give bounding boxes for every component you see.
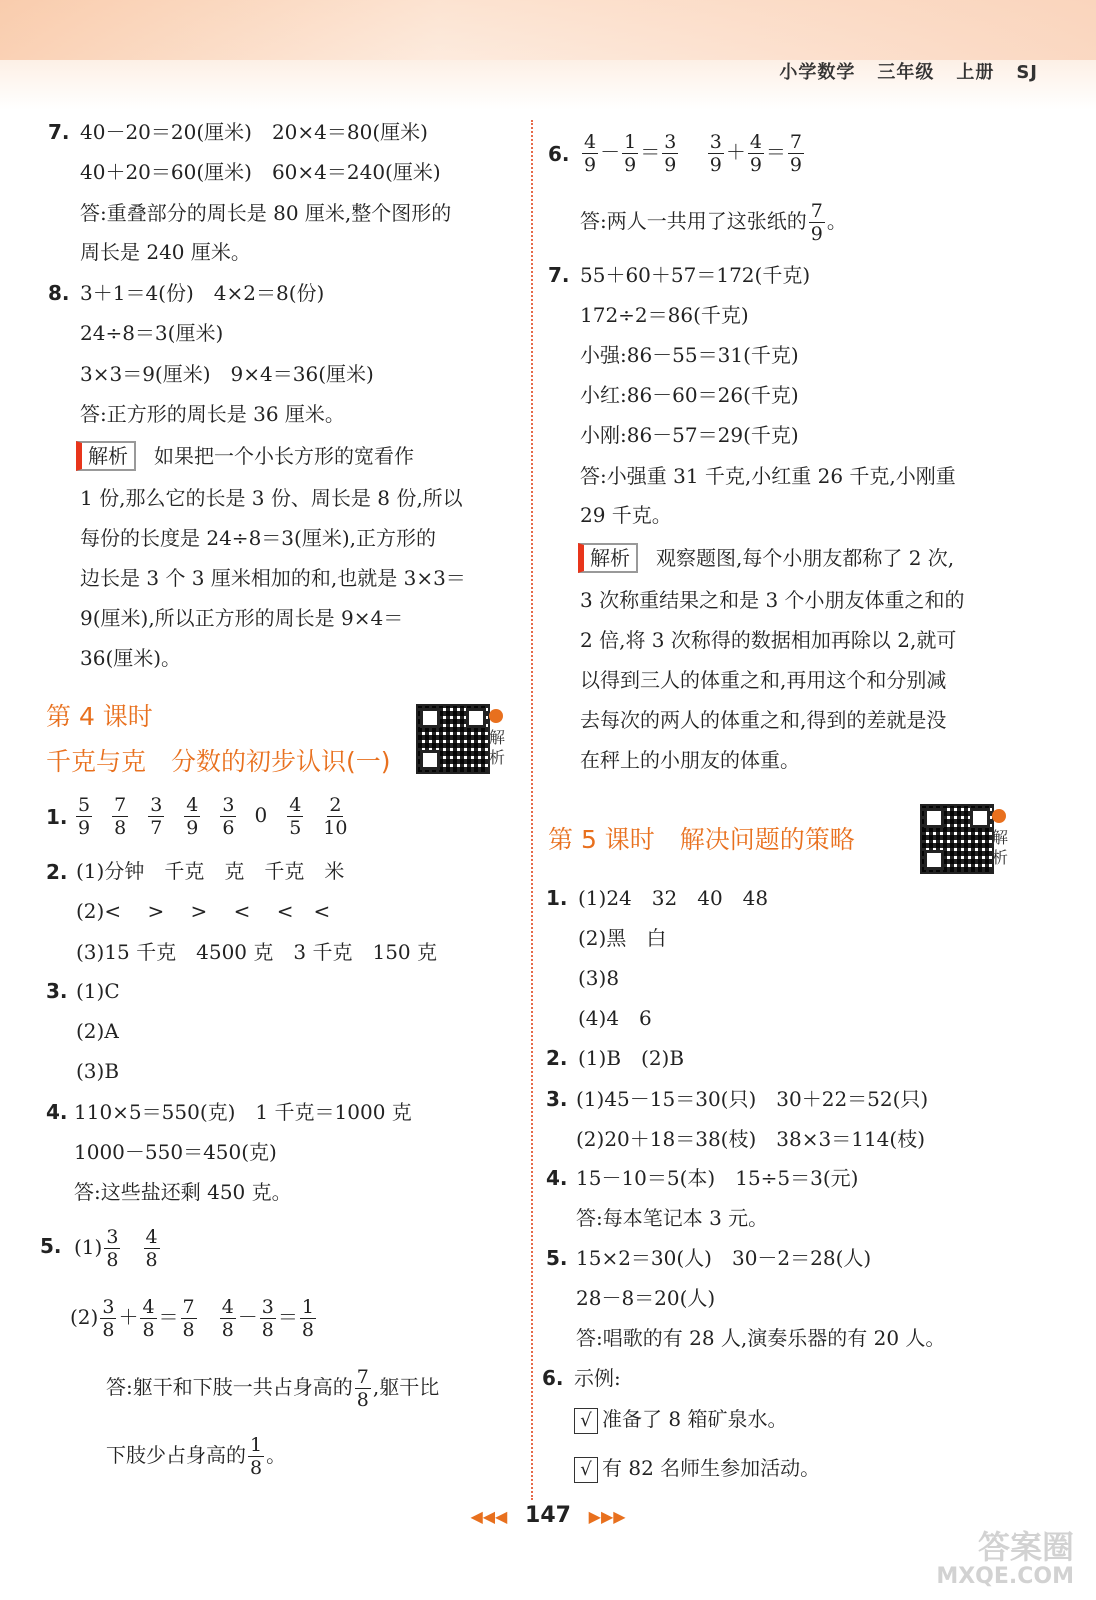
watermark-logo — [936, 1528, 1074, 1592]
jiexi-right-line6: 在秤上的小朋友的体重。 — [580, 748, 800, 772]
fraction: $\frac{5}{9}$ — [78, 794, 91, 839]
fraction: $\frac{1}{9}$ — [624, 131, 637, 176]
fraction: $\frac{3}{9}$ — [709, 131, 722, 176]
r-a2-number: 2. — [546, 1046, 568, 1070]
r-a5-number: 5. — [546, 1246, 568, 1270]
q8-number: 8. — [48, 281, 70, 305]
q7-line4: 周长是 240 厘米。 — [80, 240, 251, 264]
r-a6-check2 — [574, 1454, 820, 1483]
fraction: $\frac{3}{7}$ — [150, 794, 163, 839]
q7-line1: 40－20＝20(厘米) 20×4＝80(厘米) — [80, 120, 428, 144]
checkmark-icon: √ — [574, 1408, 598, 1434]
a3-line1: (1)C — [76, 979, 120, 1003]
r-a1-line3: (3)8 — [578, 966, 620, 990]
fraction: $\frac{7}{8}$ — [356, 1366, 369, 1411]
fraction: $\frac{1}{8}$ — [301, 1296, 314, 1341]
jiexi-right-line2: 3 次称重结果之和是 3 个小朋友体重之和的 — [580, 588, 965, 612]
fraction: $\frac{4}{8}$ — [142, 1296, 155, 1341]
column-divider — [531, 120, 533, 1500]
header-edition: SJ — [1016, 62, 1038, 83]
qr-label — [992, 808, 1012, 868]
play-icon — [992, 809, 1006, 823]
a4-line1: 110×5＝550(克) 1 千克＝1000 克 — [74, 1100, 412, 1124]
r-q7-line2: 172÷2＝86(千克) — [580, 303, 749, 327]
q7-line3: 答:重叠部分的周长是 80 厘米,整个图形的 — [80, 201, 452, 225]
r-a6-check2-text: 有 82 名师生参加活动。 — [602, 1456, 821, 1480]
fraction: $\frac{3}{8}$ — [261, 1296, 274, 1341]
fraction: $\frac{1}{8}$ — [250, 1434, 263, 1479]
r-q7-line4: 小红:86－60＝26(千克) — [580, 383, 799, 407]
r-a5-line3: 答:唱歌的有 28 人,演奏乐器的有 20 人。 — [576, 1326, 946, 1350]
jiexi-right-line5: 去每次的两人的体重之和,得到的差就是没 — [580, 708, 947, 732]
r-a1-line4: (4)4 6 — [578, 1006, 652, 1030]
r-a6-line1: 示例: — [574, 1366, 621, 1390]
op: ＋ — [725, 140, 746, 164]
r-a4-line1: 15－10＝5(本) 15÷5＝3(元) — [576, 1166, 859, 1190]
r-q7-line5: 小刚:86－57＝29(千克) — [580, 423, 799, 447]
jiexi-left-line6: 36(厘米)。 — [80, 646, 182, 670]
fraction-list — [74, 794, 365, 839]
qr-label-text: 解析 — [489, 728, 506, 767]
jiexi-right-line3: 2 倍,将 3 次称得的数据相加再除以 2,就可 — [580, 628, 957, 652]
a5-answer2-tail: 。 — [266, 1443, 287, 1467]
jiexi-tag: 解析 — [578, 543, 638, 573]
a5-answer1 — [106, 1362, 439, 1412]
jiexi-left-line5: 9(厘米),所以正方形的周长是 9×4＝ — [80, 606, 404, 630]
op: － — [237, 1305, 258, 1329]
header-band — [0, 0, 1096, 110]
jiexi-right-line4: 以得到三人的体重之和,再用这个和分别减 — [580, 668, 947, 692]
a5-answer1-text: 答:躯干和下肢一共占身高的 — [106, 1375, 353, 1399]
r-a4-number: 4. — [546, 1166, 568, 1190]
fraction: $\frac{7}{8}$ — [114, 794, 127, 839]
r-a4-line2: 答:每本笔记本 3 元。 — [576, 1206, 769, 1230]
a1-number: 1. — [46, 805, 68, 829]
zero-value: 0 — [254, 803, 268, 827]
r-q7-line1: 55＋60＋57＝172(千克) — [580, 263, 811, 287]
r-a5-line1: 15×2＝30(人) 30－2＝28(人) — [576, 1246, 872, 1270]
fraction: $\frac{7}{9}$ — [789, 131, 802, 176]
watermark-line2: MXQE.COM — [936, 1564, 1074, 1589]
header-grade: 三年级 — [877, 62, 935, 83]
r-q7-line7: 29 千克。 — [580, 503, 672, 527]
r-a6-check1-text: 准备了 8 箱矿泉水。 — [602, 1407, 788, 1431]
section5-title: 第 5 课时 解决问题的策略 — [548, 825, 855, 854]
r-q6-number: 6. — [548, 142, 570, 166]
jiexi-left-line4: 边长是 3 个 3 厘米相加的和,也就是 3×3＝ — [80, 566, 466, 590]
fraction: $\frac{4}{9}$ — [186, 794, 199, 839]
a5-answer1-tail: ,躯干比 — [372, 1375, 440, 1399]
r-a5-line2: 28－8＝20(人) — [576, 1286, 716, 1310]
r-a1-line1: (1)24 32 40 48 — [578, 886, 769, 910]
fraction: $\frac{4}{8}$ — [221, 1296, 234, 1341]
play-icon — [489, 709, 503, 723]
jiexi-left-line3: 每份的长度是 24÷8＝3(厘米),正方形的 — [80, 526, 436, 550]
fraction: $\frac{2}{10}$ — [323, 794, 348, 839]
jiexi-left-line2: 1 份,那么它的长是 3 份、周长是 8 份,所以 — [80, 486, 463, 510]
r-q6-answer-text: 答:两人一共用了这张纸的 — [580, 209, 807, 233]
qr-code-icon[interactable] — [416, 704, 490, 774]
r-q7-line3: 小强:86－55＝31(千克) — [580, 343, 799, 367]
jiexi-text: 如果把一个小长方形的宽看作 — [154, 444, 414, 468]
fraction: $\frac{4}{9}$ — [584, 131, 597, 176]
prev-arrows-icon: ◀◀◀ — [470, 1507, 508, 1526]
header-volume: 上册 — [956, 62, 995, 83]
r-a1-number: 1. — [546, 886, 568, 910]
r-q6-answer-end: 。 — [826, 209, 847, 233]
watermark-line1: 答案圈 — [977, 1528, 1074, 1566]
a3-number: 3. — [46, 979, 68, 1003]
next-arrows-icon: ▶▶▶ — [588, 1507, 626, 1526]
checkmark-icon: √ — [574, 1457, 598, 1483]
brush-decoration — [0, 0, 1096, 60]
op: ＝ — [640, 140, 661, 164]
fraction: $\frac{4}{8}$ — [145, 1226, 158, 1271]
section4-title2: 千克与克 分数的初步认识(一) — [46, 747, 391, 776]
r-q6-answer — [580, 196, 847, 246]
q8-line2: 24÷8＝3(厘米) — [80, 321, 224, 345]
a2-line1: (1)分钟 千克 克 千克 米 — [76, 859, 345, 883]
a3-line3: (3)B — [76, 1059, 120, 1083]
a5-number: 5. — [40, 1234, 62, 1258]
fraction: $\frac{3}{9}$ — [664, 131, 677, 176]
r-a6-check1 — [574, 1405, 787, 1434]
q8-line4: 答:正方形的周长是 36 厘米。 — [80, 402, 345, 426]
op: － — [600, 140, 621, 164]
fraction: $\frac{3}{8}$ — [102, 1296, 115, 1341]
q7-line2: 40＋20＝60(厘米) 60×4＝240(厘米) — [80, 160, 441, 184]
a3-line2: (2)A — [76, 1019, 119, 1043]
r-q7-number: 7. — [548, 263, 570, 287]
fraction: $\frac{7}{8}$ — [182, 1296, 195, 1341]
q8-line1: 3＋1＝4(份) 4×2＝8(份) — [80, 281, 325, 305]
fraction: $\frac{3}{6}$ — [222, 794, 235, 839]
jiexi-text: 观察题图,每个小朋友都称了 2 次, — [656, 546, 955, 570]
fraction: $\frac{7}{9}$ — [810, 200, 823, 245]
a5-part1-label: (1) — [74, 1235, 103, 1259]
a5-answer2 — [106, 1430, 286, 1480]
a4-line2: 1000－550＝450(克) — [74, 1140, 277, 1164]
r-q7-line6: 答:小强重 31 千克,小红重 26 千克,小刚重 — [580, 464, 956, 488]
fraction: $\frac{4}{9}$ — [749, 131, 762, 176]
op: ＋ — [118, 1305, 139, 1329]
fraction: $\frac{4}{5}$ — [289, 794, 302, 839]
qr-label-text: 解析 — [992, 828, 1009, 867]
a4-line3: 答:这些盐还剩 450 克。 — [74, 1180, 292, 1204]
op: ＝ — [765, 140, 786, 164]
page-header — [757, 58, 1038, 84]
a4-number: 4. — [46, 1100, 68, 1124]
r-a2-line1: (1)B (2)B — [578, 1046, 685, 1070]
a5-part1 — [74, 1222, 162, 1272]
op: ＝ — [277, 1305, 298, 1329]
r-q6-equations — [580, 126, 806, 178]
qr-code-icon[interactable] — [920, 804, 994, 874]
qr-label — [489, 708, 509, 768]
jiexi-right-line1 — [578, 543, 954, 573]
a2-number: 2. — [46, 860, 68, 884]
a2-line3: (3)15 千克 4500 克 3 千克 150 克 — [76, 940, 438, 964]
page-number: 147 — [525, 1503, 571, 1528]
a5-part2 — [70, 1292, 318, 1342]
fraction: $\frac{3}{8}$ — [106, 1226, 119, 1271]
r-a3-number: 3. — [546, 1087, 568, 1111]
a5-part2-label: (2) — [70, 1305, 99, 1329]
a1-fractions — [74, 790, 365, 840]
header-subject: 小学数学 — [779, 62, 856, 83]
jiexi-left-line1 — [76, 441, 414, 471]
section4-title1: 第 4 课时 — [46, 702, 153, 731]
a5-answer2-text: 下肢少占身高的 — [106, 1443, 246, 1467]
page-footer — [0, 1503, 1096, 1528]
q8-line3: 3×3＝9(厘米) 9×4＝36(厘米) — [80, 362, 374, 386]
r-a1-line2: (2)黑 白 — [578, 926, 667, 950]
op: ＝ — [158, 1305, 179, 1329]
q7-number: 7. — [48, 120, 70, 144]
jiexi-tag: 解析 — [76, 441, 136, 471]
r-a3-line2: (2)20＋18＝38(枝) 38×3＝114(枝) — [576, 1127, 925, 1151]
r-a6-number: 6. — [542, 1366, 564, 1390]
a2-line2: (2)< > > < < < — [76, 899, 331, 923]
r-a3-line1: (1)45－15＝30(只) 30＋22＝52(只) — [576, 1087, 929, 1111]
